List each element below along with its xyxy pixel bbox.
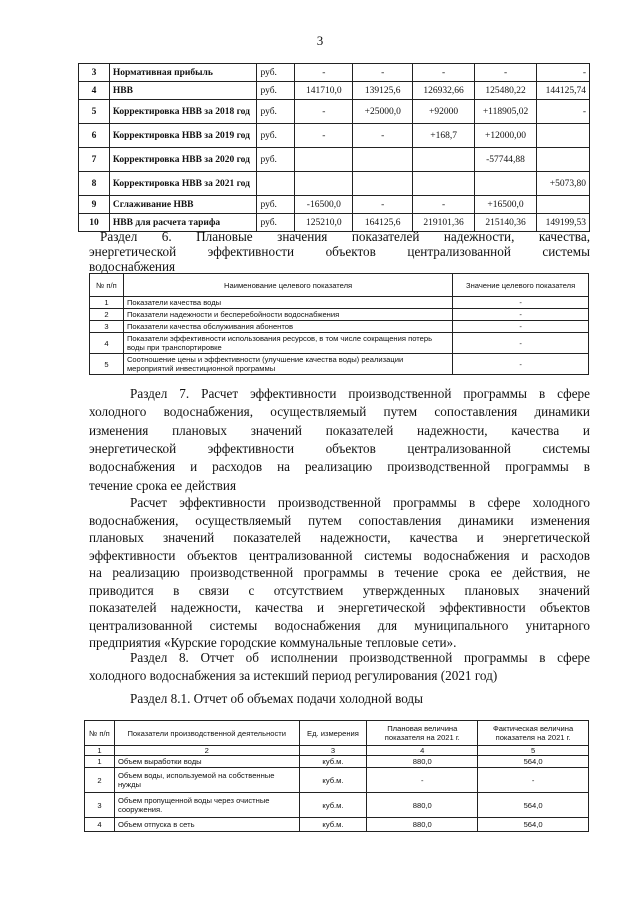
section7-heading-line: водоснабжения и расходов на реализацию производственной программы в <box>89 459 590 475</box>
nvv-row-number: 10 <box>79 214 110 232</box>
section7-paragraph-line: Расчет эффективности производственной программы в сфере холодного <box>130 495 590 510</box>
nvv-value-cell: 164125,6 <box>353 214 413 232</box>
nvv-row-number: 6 <box>79 124 110 148</box>
nvv-value-cell: +16500,0 <box>475 196 537 214</box>
nvv-row-unit: руб. <box>257 124 295 148</box>
t2-row-value: - <box>453 309 589 321</box>
section7-paragraph-line: приводится в связи с отсутствием утвержденных плановых значений <box>89 582 590 598</box>
table-row <box>85 756 589 768</box>
nvv-row-unit: руб. <box>257 148 295 172</box>
nvv-value-cell <box>353 148 413 172</box>
nvv-value-cell: 125210,0 <box>295 214 353 232</box>
section7-heading-line: изменения плановых значений показателей надежности, качества и <box>89 422 590 438</box>
page-number: 3 <box>316 33 324 48</box>
nvv-value-cell <box>537 148 590 172</box>
water-volume-table <box>84 720 589 832</box>
nvv-row-unit: руб. <box>257 196 295 214</box>
section7-paragraph-line: эффективности объектов централизованной системы водоснабжения и расходов <box>89 547 590 563</box>
t2-row-name: Показатели качества обслуживания абонентов <box>123 321 452 333</box>
t2-head-name: Наименование целевого показателя <box>123 274 452 297</box>
section6-line2: энергетической эффективности объектов централизованной системы <box>89 244 590 259</box>
t3-row-fact: 564,0 <box>478 756 589 768</box>
table-row <box>90 333 589 354</box>
nvv-value-cell: - <box>537 64 590 82</box>
section7-heading-line: течение срока ее действия <box>89 477 237 493</box>
nvv-value-cell: - <box>295 64 353 82</box>
t2-row-number: 5 <box>90 354 124 375</box>
t3-head-plan: Плановая величина показателя на 2021 г. <box>367 721 478 746</box>
t3-row-number: 1 <box>85 756 115 768</box>
t3-row-plan: 880,0 <box>367 818 478 832</box>
t2-row-number: 4 <box>90 333 124 354</box>
t3-row-number: 3 <box>85 793 115 818</box>
nvv-value-cell <box>475 172 537 196</box>
nvv-row-unit: руб. <box>257 100 295 124</box>
t2-row-number: 2 <box>90 309 124 321</box>
nvv-value-cell: 125480,22 <box>475 82 537 100</box>
nvv-value-cell: +118905,02 <box>475 100 537 124</box>
nvv-row-name: Корректировка НВВ за 2020 год <box>109 148 257 172</box>
nvv-value-cell <box>413 172 475 196</box>
table-row <box>79 172 590 196</box>
nvv-row-number: 7 <box>79 148 110 172</box>
section7-heading-line: холодного водоснабжения, осуществляемый путем сопоставления динамики <box>89 404 590 420</box>
nvv-value-cell <box>413 148 475 172</box>
nvv-value-cell <box>295 172 353 196</box>
t3-head-unit: Ед. измерения <box>299 721 367 746</box>
table-row <box>79 196 590 214</box>
t3-row-number: 4 <box>85 818 115 832</box>
t3-row-name: Объем воды, используемой на собственные нужды <box>114 768 299 793</box>
section7-paragraph-line: на реализацию производственной программы в течение срока ее действия, не <box>89 565 590 580</box>
t2-row-number: 1 <box>90 297 124 309</box>
nvv-row-name: НВВ <box>109 82 257 100</box>
t3-colnum: 5 <box>478 746 589 756</box>
t3-head-fact: Фактическая величина показателя на 2021 г. <box>478 721 589 746</box>
t3-colnum: 4 <box>367 746 478 756</box>
t3-row-unit: куб.м. <box>299 818 367 832</box>
t3-row-plan: 880,0 <box>367 793 478 818</box>
nvv-value-cell: - <box>475 64 537 82</box>
t2-row-name: Показатели надежности и бесперебойности водоснабжения <box>123 309 452 321</box>
section8-line1: Раздел 8. Отчет об исполнении производственной программы в сфере <box>130 650 590 665</box>
t3-colnum: 3 <box>299 746 367 756</box>
t2-row-value: - <box>453 333 589 354</box>
section8-line2: холодного водоснабжения за истекший период регулирования (2021 год) <box>89 668 498 683</box>
nvv-row-name: Сглаживание НВВ <box>109 196 257 214</box>
section6-line1: Раздел 6. Плановые значения показателей надежности, качества, <box>100 229 590 244</box>
nvv-value-cell <box>537 196 590 214</box>
nvv-value-cell: - <box>295 100 353 124</box>
table-row <box>79 148 590 172</box>
section7-paragraph-line: плановых значений показателей надежности, качества и энергетической <box>89 530 590 545</box>
table-row <box>90 354 589 375</box>
nvv-row-name: НВВ для расчета тарифа <box>109 214 257 232</box>
t3-head-name: Показатели производственной деятельности <box>114 721 299 746</box>
t2-row-name: Показатели качества воды <box>123 297 452 309</box>
section7-heading-line: энергетической эффективности объектов централизованной системы <box>89 440 590 456</box>
t3-row-name: Объем отпуска в сеть <box>114 818 299 832</box>
table-row <box>79 64 590 82</box>
t3-colnum: 2 <box>114 746 299 756</box>
nvv-value-cell: - <box>537 100 590 124</box>
nvv-row-number: 3 <box>79 64 110 82</box>
t2-row-number: 3 <box>90 321 124 333</box>
nvv-value-cell: 219101,36 <box>413 214 475 232</box>
nvv-value-cell: +12000,00 <box>475 124 537 148</box>
t3-head-num: № п/п <box>85 721 115 746</box>
nvv-row-number: 9 <box>79 196 110 214</box>
nvv-value-cell: - <box>295 124 353 148</box>
nvv-value-cell: +5073,80 <box>537 172 590 196</box>
nvv-value-cell: 139125,6 <box>353 82 413 100</box>
t3-colnum: 1 <box>85 746 115 756</box>
table-row <box>90 321 589 333</box>
table-row <box>85 768 589 793</box>
table-row <box>85 818 589 832</box>
t3-row-fact: 564,0 <box>478 818 589 832</box>
nvv-value-cell: -57744,88 <box>475 148 537 172</box>
target-indicators-table <box>89 273 589 375</box>
t3-row-name: Объем выработки воды <box>114 756 299 768</box>
nvv-value-cell: 126932,66 <box>413 82 475 100</box>
t3-row-fact: 564,0 <box>478 793 589 818</box>
nvv-row-unit: руб. <box>257 214 295 232</box>
nvv-value-cell: 215140,36 <box>475 214 537 232</box>
table-row <box>79 124 590 148</box>
nvv-row-unit <box>257 172 295 196</box>
nvv-value-cell: +92000 <box>413 100 475 124</box>
t3-row-plan: 880,0 <box>367 756 478 768</box>
t2-row-value: - <box>453 297 589 309</box>
section7-heading-line: Раздел 7. Расчет эффективности производственной программы в сфере <box>130 386 590 401</box>
t3-row-name: Объем пропущенной воды через очистные сооружения. <box>114 793 299 818</box>
nvv-row-number: 5 <box>79 100 110 124</box>
t3-row-fact: - <box>478 768 589 793</box>
t2-row-name: Показатели эффективности использования ресурсов, в том числе сокращения потерь воды при транспортировке <box>123 333 452 354</box>
section7-paragraph-line: предприятия «Курские городские коммунальные тепловые сети». <box>89 635 457 650</box>
nvv-row-name: Корректировка НВВ за 2021 год <box>109 172 257 196</box>
nvv-value-cell: - <box>413 196 475 214</box>
section7-paragraph-line: централизованной системы водоснабжения для муниципального унитарного <box>89 617 590 633</box>
nvv-value-cell: +168,7 <box>413 124 475 148</box>
section7-paragraph-line: водоснабжения, осуществляемый путем сопоставления динамики изменения <box>89 512 590 528</box>
nvv-row-name: Корректировка НВВ за 2019 год <box>109 124 257 148</box>
nvv-row-unit: руб. <box>257 64 295 82</box>
nvv-table <box>78 63 590 232</box>
t2-head-num: № п/п <box>90 274 124 297</box>
nvv-value-cell: - <box>353 196 413 214</box>
nvv-row-name: Корректировка НВВ за 2018 год <box>109 100 257 124</box>
section6-line3: водоснабжения <box>89 259 176 274</box>
nvv-value-cell: -16500,0 <box>295 196 353 214</box>
table-row <box>79 82 590 100</box>
nvv-value-cell: 144125,74 <box>537 82 590 100</box>
nvv-row-number: 4 <box>79 82 110 100</box>
nvv-value-cell <box>537 124 590 148</box>
section8-1-heading: Раздел 8.1. Отчет об объемах подачи холодной воды <box>130 691 423 706</box>
nvv-row-name: Нормативная прибыль <box>109 64 257 82</box>
table-row <box>85 793 589 818</box>
table-row <box>90 309 589 321</box>
nvv-row-unit: руб. <box>257 82 295 100</box>
t2-row-value: - <box>453 321 589 333</box>
nvv-value-cell <box>295 148 353 172</box>
section7-paragraph-line: показателей надежности, качества и энергетической эффективности объектов <box>89 600 590 615</box>
table-row <box>90 297 589 309</box>
t3-row-unit: куб.м. <box>299 756 367 768</box>
t2-head-value: Значение целевого показателя <box>453 274 589 297</box>
nvv-value-cell: 149199,53 <box>537 214 590 232</box>
nvv-value-cell: - <box>413 64 475 82</box>
nvv-value-cell: - <box>353 64 413 82</box>
table-row <box>79 100 590 124</box>
t3-row-unit: куб.м. <box>299 768 367 793</box>
t2-row-value: - <box>453 354 589 375</box>
nvv-value-cell: - <box>353 124 413 148</box>
nvv-row-number: 8 <box>79 172 110 196</box>
t3-row-unit: куб.м. <box>299 793 367 818</box>
t3-row-number: 2 <box>85 768 115 793</box>
t3-row-plan: - <box>367 768 478 793</box>
nvv-value-cell: 141710,0 <box>295 82 353 100</box>
nvv-value-cell: +25000,0 <box>353 100 413 124</box>
t2-row-name: Соотношение цены и эффективности (улучшение качества воды) реализации мероприятий инвестиционной программы <box>123 354 452 375</box>
nvv-value-cell <box>353 172 413 196</box>
